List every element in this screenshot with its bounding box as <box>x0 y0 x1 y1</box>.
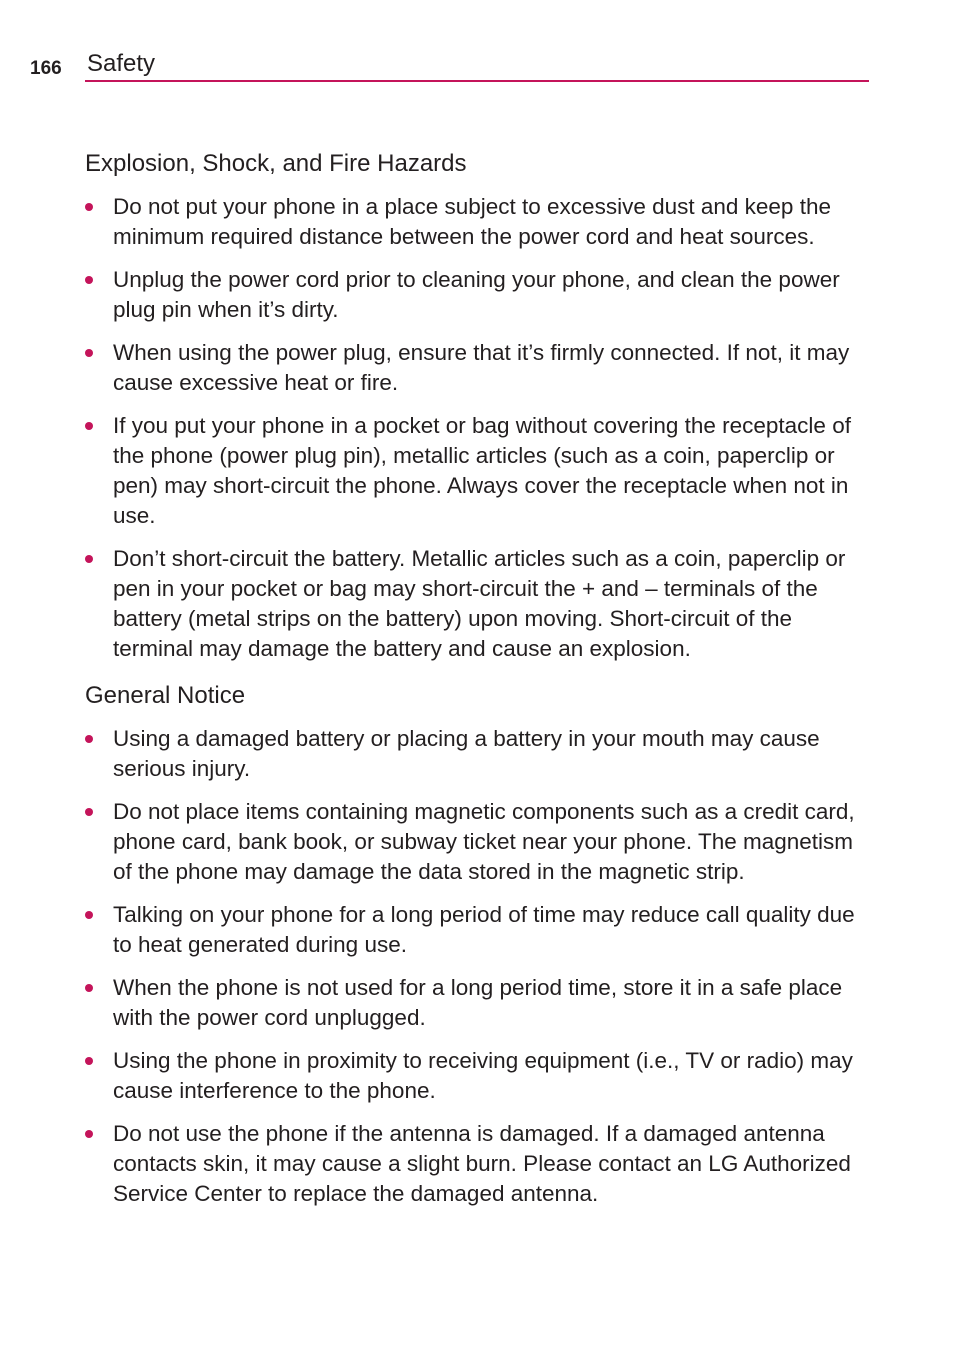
header-rule <box>85 80 869 82</box>
bullet-icon <box>85 1130 93 1138</box>
list-item-text: Talking on your phone for a long period of time may reduce call quality due to heat generated during use. <box>113 902 855 957</box>
heading-general-notice: General Notice <box>85 682 246 709</box>
page-number: 166 <box>30 58 62 79</box>
list-item-text: Do not put your phone in a place subject to excessive dust and keep the minimum required distance between the power cord and heat sources. <box>113 194 831 249</box>
bullet-icon <box>85 808 93 816</box>
list-item <box>85 900 875 960</box>
list-item <box>85 544 875 664</box>
list-item <box>85 1119 875 1209</box>
list-item <box>85 338 875 398</box>
list-item-text: Do not place items containing magnetic components such as a credit card, phone card, bank book, or subway ticket near your phone. The magnetism of the phone may damage the data stored in the magnetic strip. <box>113 799 855 884</box>
bullet-icon <box>85 349 93 357</box>
page-content <box>85 146 875 1222</box>
bullet-icon <box>85 276 93 284</box>
list-item-text: When using the power plug, ensure that it’s firmly connected. If not, it may cause excessive heat or fire. <box>113 340 850 395</box>
list-item-text: If you put your phone in a pocket or bag without covering the receptacle of the phone (power plug pin), metallic articles (such as a coin, paperclip or pen) may short-circuit the phone. Always cover the receptacle when not in use. <box>113 413 851 528</box>
bullet-icon <box>85 984 93 992</box>
list-item <box>85 192 875 252</box>
list-item <box>85 265 875 325</box>
heading-explosion-shock-fire: Explosion, Shock, and Fire Hazards <box>85 150 467 177</box>
general-notice-list <box>85 724 875 1209</box>
list-item-text: When the phone is not used for a long period time, store it in a safe place with the power cord unplugged. <box>113 975 843 1030</box>
bullet-icon <box>85 422 93 430</box>
list-item-text: Using the phone in proximity to receiving equipment (i.e., TV or radio) may cause interference to the phone. <box>113 1048 853 1103</box>
bullet-icon <box>85 1057 93 1065</box>
bullet-icon <box>85 911 93 919</box>
list-item <box>85 724 875 784</box>
list-item-text: Do not use the phone if the antenna is damaged. If a damaged antenna contacts skin, it may cause a slight burn. Please contact an LG Authorized Service Center to replace the damaged antenna. <box>113 1121 851 1206</box>
list-item <box>85 1046 875 1106</box>
list-item <box>85 411 875 531</box>
list-item <box>85 797 875 887</box>
list-item <box>85 973 875 1033</box>
list-item-text: Don’t short-circuit the battery. Metallic articles such as a coin, paperclip or pen in your pocket or bag may short-circuit the + and – terminals of the battery (metal strips on the battery) upon moving. Short-circuit of the terminal may damage the battery and cause an explosion. <box>113 546 846 661</box>
list-item-text: Using a damaged battery or placing a battery in your mouth may cause serious injury. <box>113 726 820 781</box>
section-title: Safety <box>87 50 156 77</box>
bullet-icon <box>85 555 93 563</box>
hazards-list <box>85 192 875 664</box>
bullet-icon <box>85 203 93 211</box>
list-item-text: Unplug the power cord prior to cleaning your phone, and clean the power plug pin when it’s dirty. <box>113 267 840 322</box>
bullet-icon <box>85 735 93 743</box>
